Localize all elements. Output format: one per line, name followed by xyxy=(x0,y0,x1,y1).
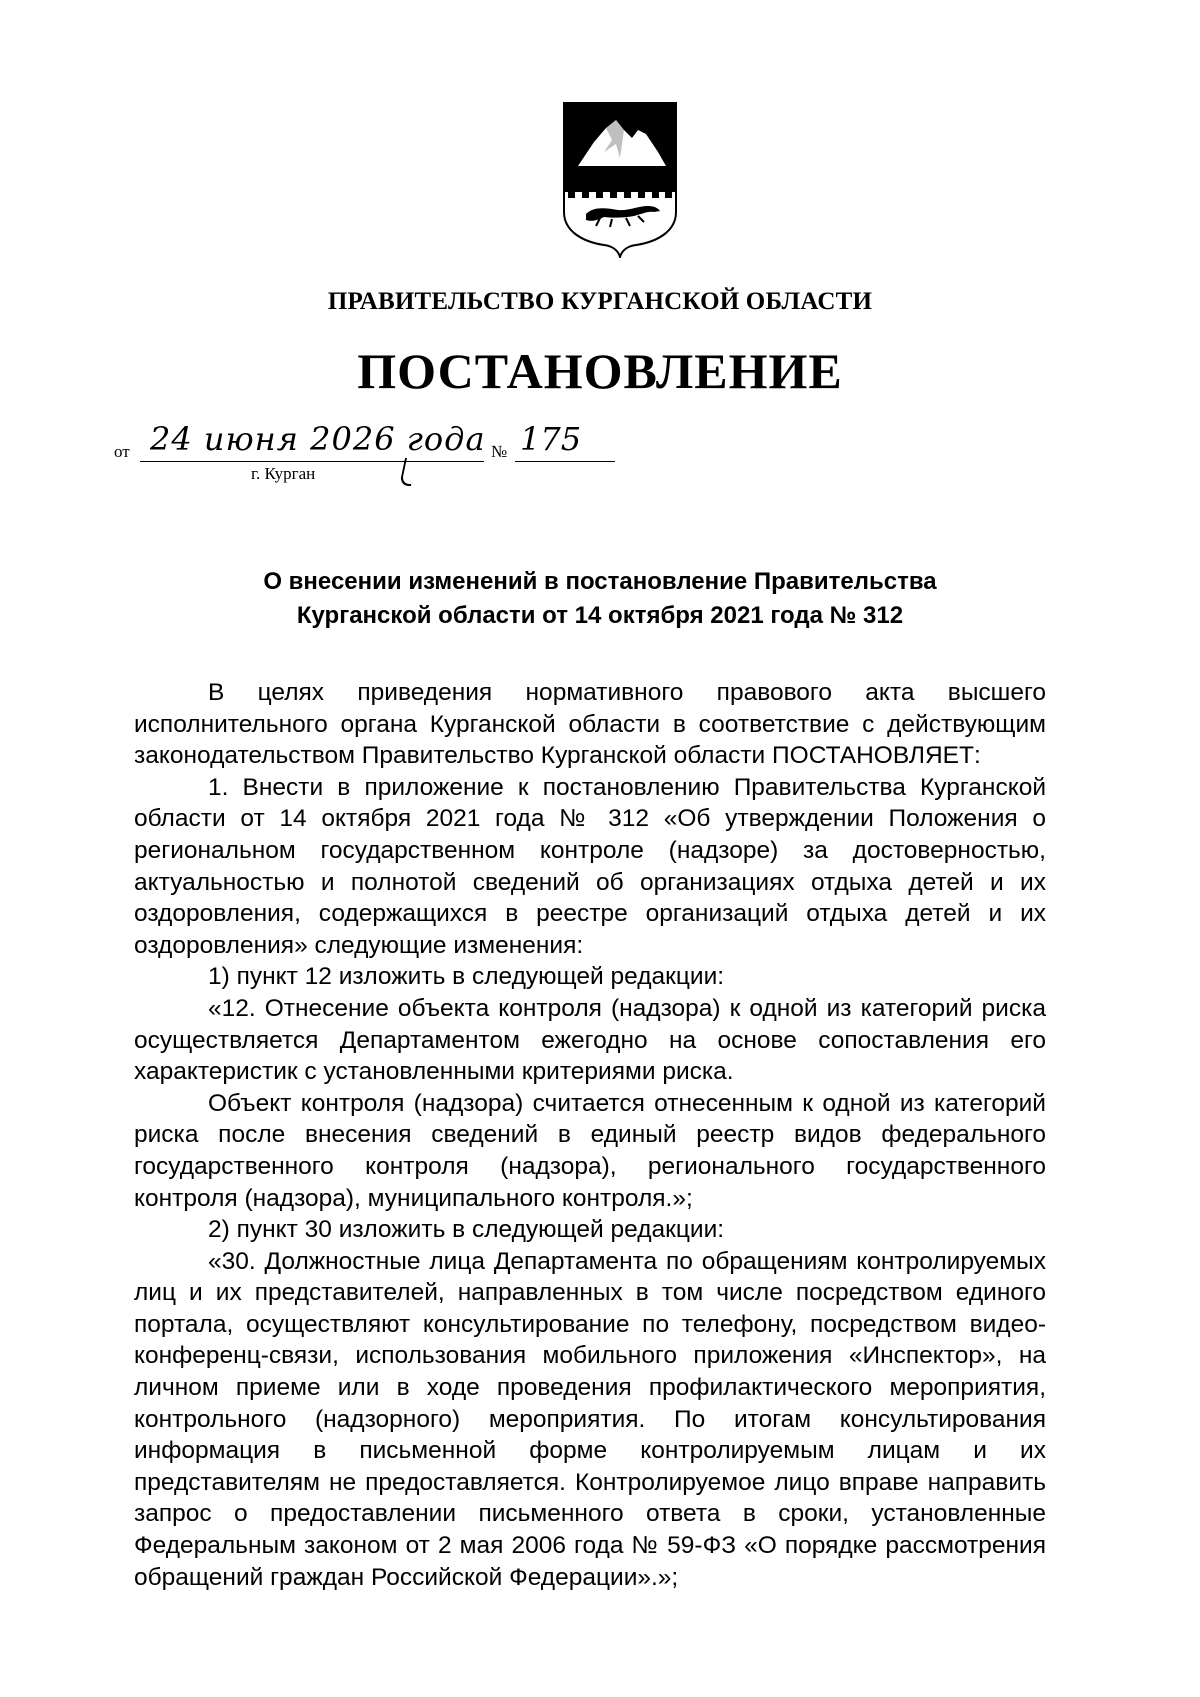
handwriting-stroke xyxy=(399,458,417,486)
date-underline xyxy=(140,461,484,462)
paragraph-subitem-2: 2) пункт 30 изложить в следующей редакции: xyxy=(208,1216,725,1244)
handwritten-number: 175 xyxy=(520,420,582,458)
handwritten-date: 24 июня 2026 года xyxy=(150,420,486,458)
paragraph-subitem-1: 1) пункт 12 изложить в следующей редакции: xyxy=(208,963,725,991)
subject-line-2: Курганской области от 14 октября 2021 года № 312 xyxy=(296,602,904,629)
paragraph-item-1: 1. Внести в приложение к постановлению Правительства Курганской области от 14 октября 2021 года № 312 «Об утверждении Положения о региональном государственном контроле (надзоре) за достоверностью, актуальностью и полнотой сведений об организациях отдыха детей и их оздоровления, содержащихся в реестре организаций отдыха детей и их оздоровления» следующие изменения: xyxy=(134,773,1046,959)
document-subject xyxy=(150,565,1050,633)
document-type-title: ПОСТАНОВЛЕНИЕ xyxy=(357,343,843,399)
number-underline xyxy=(515,461,615,462)
subject-line-1: О внесении изменений в постановление Правительства xyxy=(263,568,937,595)
organization-name: ПРАВИТЕЛЬСТВО КУРГАНСКОЙ ОБЛАСТИ xyxy=(327,288,873,315)
paragraph-point-12-cont: Объект контроля (надзора) считается отнесенным к одной из категорий риска после внесения сведений в единый реестр видов федерального государственного контроля (надзора), регионального государственного контроля (надзора), муниципального контроля.»; xyxy=(134,1089,1046,1212)
coat-of-arms-emblem xyxy=(560,100,680,258)
city-label: г. Курган xyxy=(251,464,316,483)
date-prefix: от xyxy=(114,442,130,461)
paragraph-preamble: В целях приведения нормативного правового акта высшего исполнительного органа Курганской области в соответствие с действующим законодательством Правительство Курганской области ПОСТАНОВЛЯЕТ: xyxy=(134,679,1046,770)
number-label: № xyxy=(491,442,508,461)
paragraph-point-30: «30. Должностные лица Департамента по обращениям контролируемых лиц и их представителей, направленных в том числе посредством единого портала, осуществляют консультирование по телефону, посредством видео-конференц-связи, использования мобильного приложения «Инспектор», на личном приеме или в ходе проведения профилактического мероприятия, контрольного (надзорного) мероприятия. По итогам консультирования информация в письменной форме контролируемым лицам и их представителям не предоставляется. Контролируемое лицо вправе направить запрос о предоставлении письменного ответа в сроки, установленные Федеральным законом от 2 мая 2006 года № 59-ФЗ «О порядке рассмотрения обращений граждан Российской Федерации».»; xyxy=(134,1247,1046,1591)
document-body xyxy=(134,677,1046,1593)
paragraph-point-12: «12. Отнесение объекта контроля (надзора) к одной из категорий риска осуществляется Департаментом ежегодно на основе сопоставления его характеристик с установленными критериями риска. xyxy=(134,994,1046,1086)
